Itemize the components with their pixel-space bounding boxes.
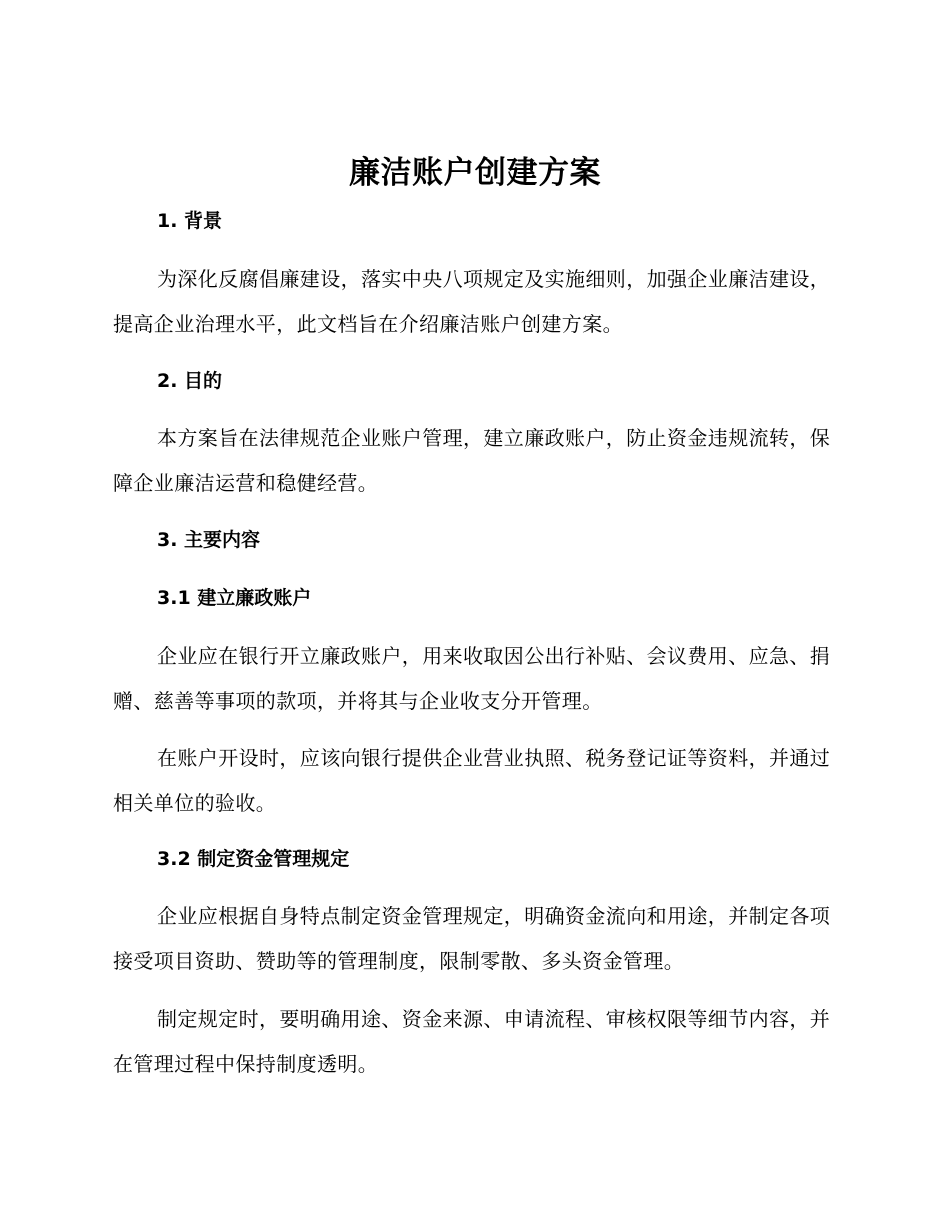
subsection-heading-3-2: 3.2 制定资金管理规定	[157, 848, 350, 870]
section-heading-purpose: 2. 目的	[157, 370, 223, 392]
section-heading-main-content: 3. 主要内容	[157, 529, 261, 551]
paragraph-3-1-a: 企业应在银行开立廉政账户，用来收取因公出行补贴、会议费用、应急、捐赠、慈善等事项的款项，并将其与企业收支分开管理。	[113, 644, 831, 713]
subsection-heading-3-1: 3.1 建立廉政账户	[157, 587, 312, 609]
paragraph-3-2-b: 制定规定时，要明确用途、资金来源、申请流程、审核权限等细节内容，并在管理过程中保持制度透明。	[113, 1007, 831, 1076]
paragraph-purpose: 本方案旨在法律规范企业账户管理，建立廉政账户，防止资金违规流转，保障企业廉洁运营和稳健经营。	[113, 426, 831, 495]
paragraph-3-1-b: 在账户开设时，应该向银行提供企业营业执照、税务登记证等资料，并通过相关单位的验收。	[113, 746, 831, 815]
paragraph-background: 为深化反腐倡廉建设，落实中央八项规定及实施细则，加强企业廉洁建设，提高企业治理水平，此文档旨在介绍廉洁账户创建方案。	[113, 267, 831, 336]
section-heading-background: 1. 背景	[157, 210, 223, 232]
document-title: 廉洁账户创建方案	[349, 155, 601, 191]
paragraph-3-2-a: 企业应根据自身特点制定资金管理规定，明确资金流向和用途，并制定各项接受项目资助、赞助等的管理制度，限制零散、多头资金管理。	[113, 904, 831, 973]
